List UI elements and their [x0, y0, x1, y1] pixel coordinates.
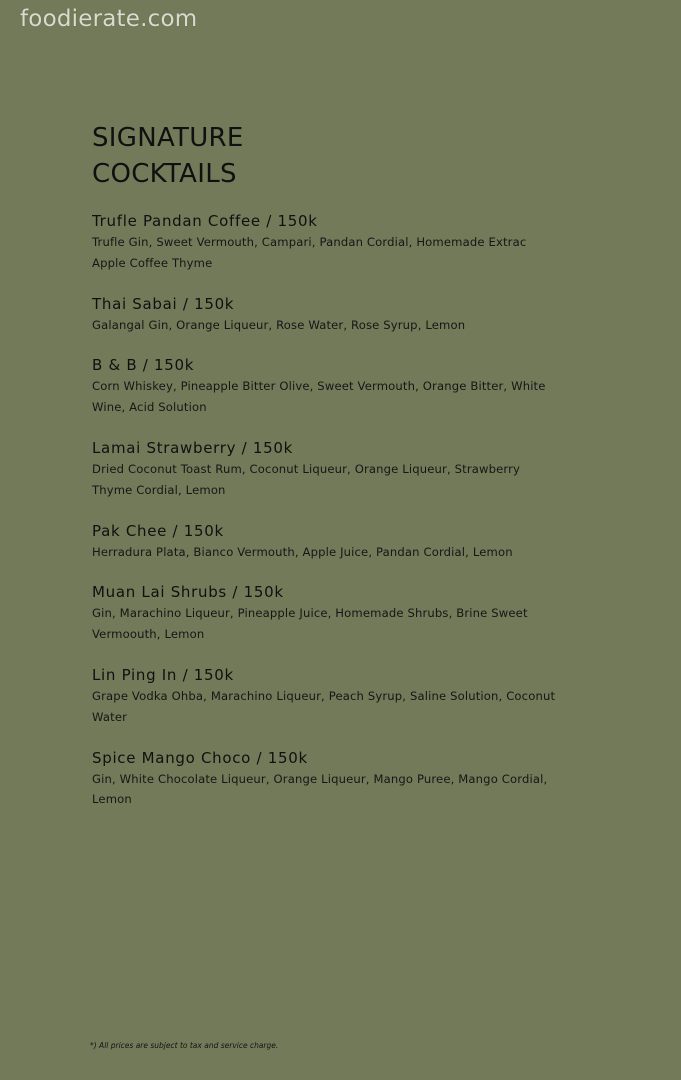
menu-item-description: Galangal Gin, Orange Liqueur, Rose Water, Rose Syrup, Lemon — [92, 317, 466, 332]
watermark: foodierate.com — [20, 6, 198, 32]
menu-items — [92, 210, 612, 810]
menu-item-heading: Lin Ping In / 150k — [92, 665, 234, 684]
menu-item-heading: Spice Mango Choco / 150k — [92, 748, 308, 767]
menu-item-description: Dried Coconut Toast Rum, Coconut Liqueur, Orange Liqueur, Strawberry Thyme Cordial, Lemon — [92, 461, 521, 497]
menu-item — [92, 747, 612, 811]
menu-page — [92, 120, 612, 829]
menu-item — [92, 664, 612, 728]
menu-item — [92, 437, 612, 501]
menu-item-description: Corn Whiskey, Pineapple Bitter Olive, Sweet Vermouth, Orange Bitter, White Wine, Acid Solution — [92, 379, 546, 415]
menu-item — [92, 581, 612, 645]
menu-item — [92, 520, 612, 563]
menu-item-description: Herradura Plata, Bianco Vermouth, Apple Juice, Pandan Cordial, Lemon — [92, 544, 513, 559]
section-title: SIGNATURE COCKTAILS — [92, 123, 244, 189]
price-footnote: *) All prices are subject to tax and service charge. — [90, 1041, 279, 1050]
menu-item-description: Trufle Gin, Sweet Vermouth, Campari, Pandan Cordial, Homemade Extrac Apple Coffee Thyme — [92, 235, 527, 270]
menu-item-heading: Pak Chee / 150k — [92, 521, 224, 540]
menu-item — [92, 210, 612, 274]
menu-item-heading: B & B / 150k — [92, 356, 195, 375]
menu-item-heading: Trufle Pandan Coffee / 150k — [92, 212, 318, 230]
menu-item-description: Gin, Marachino Liqueur, Pineapple Juice, Homemade Shrubs, Brine Sweet Vermoouth, Lemon — [92, 606, 528, 642]
menu-item-heading: Lamai Strawberry / 150k — [92, 438, 294, 457]
menu-item — [92, 293, 612, 336]
menu-item-heading: Thai Sabai / 150k — [92, 294, 235, 313]
menu-item-description: Gin, White Chocolate Liqueur, Orange Liqueur, Mango Puree, Mango Cordial, Lemon — [92, 771, 548, 807]
menu-item-heading: Muan Lai Shrubs / 150k — [92, 583, 284, 602]
menu-item — [92, 354, 612, 418]
menu-item-description: Grape Vodka Ohba, Marachino Liqueur, Peach Syrup, Saline Solution, Coconut Water — [92, 688, 556, 724]
